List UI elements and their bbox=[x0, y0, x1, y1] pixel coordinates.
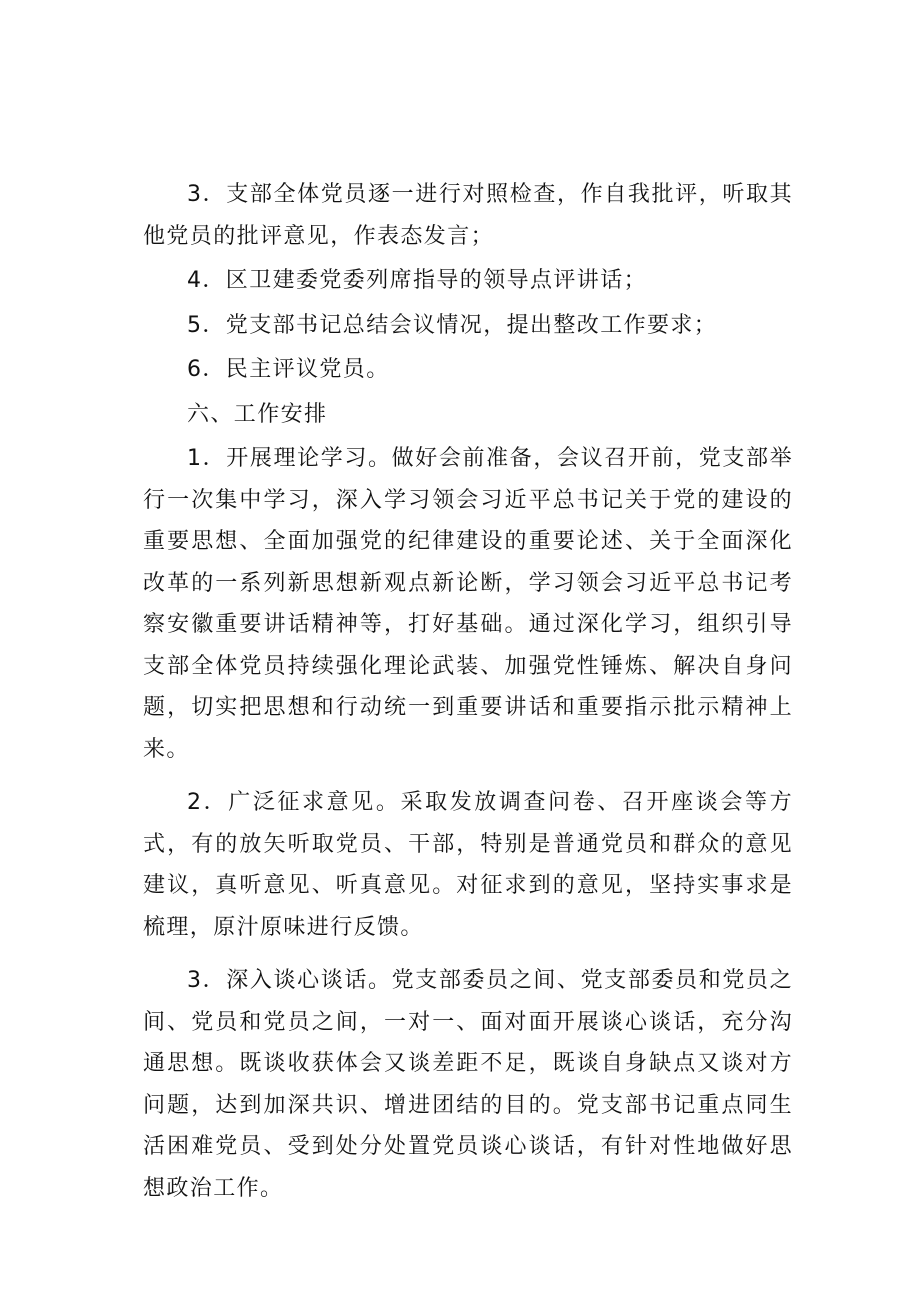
section-heading-work-arrangement: 六、工作安排 bbox=[187, 401, 328, 427]
paragraph-solicit-opinions: 2．广泛征求意见。采取发放调查问卷、召开座谈会等方式，有的放矢听取党员、干部，特别是普通党员和群众的意见建议，真听意见、听真意见。对征求到的意见，坚持实事求是梳理，原汁原味进行反馈。 bbox=[143, 790, 793, 940]
paragraph-item-4: 4．区卫建委党委列席指导的领导点评讲话； bbox=[187, 268, 647, 293]
paragraph-heart-to-heart-talks: 3．深入谈心谈话。党支部委员之间、党支部委员和党员之间、党员和党员之间，一对一、面对面开展谈心谈话，充分沟通思想。既谈收获体会又谈差距不足，既谈自身缺点又谈对方问题，达到加深共识、增进团结的目的。党支部书记重点同生活困难党员、受到处分处置党员谈心谈话，有针对性地做好思想政治工作。 bbox=[143, 968, 793, 1201]
paragraph-theory-study: 1．开展理论学习。做好会前准备，会议召开前，党支部举行一次集中学习，深入学习领会习近平总书记关于党的建设的重要思想、全面加强党的纪律建设的重要论述、关于全面深化改革的一系列新思想新观点新论断，学习领会习近平总书记考察安徽重要讲话精神等，打好基础。通过深化学习，组织引导支部全体党员持续强化理论武装、加强党性锤炼、解决自身问题，切实把思想和行动统一到重要讲话和重要指示批示精神上来。 bbox=[143, 446, 793, 762]
paragraph-item-5: 5．党支部书记总结会议情况，提出整改工作要求； bbox=[187, 312, 718, 338]
document-body bbox=[143, 174, 793, 1212]
paragraph-item-6: 6．民主评议党员。 bbox=[187, 357, 390, 382]
paragraph-item-3: 3．支部全体党员逐一进行对照检查，作自我批评，听取其他党员的批评意见，作表态发言； bbox=[143, 182, 793, 249]
